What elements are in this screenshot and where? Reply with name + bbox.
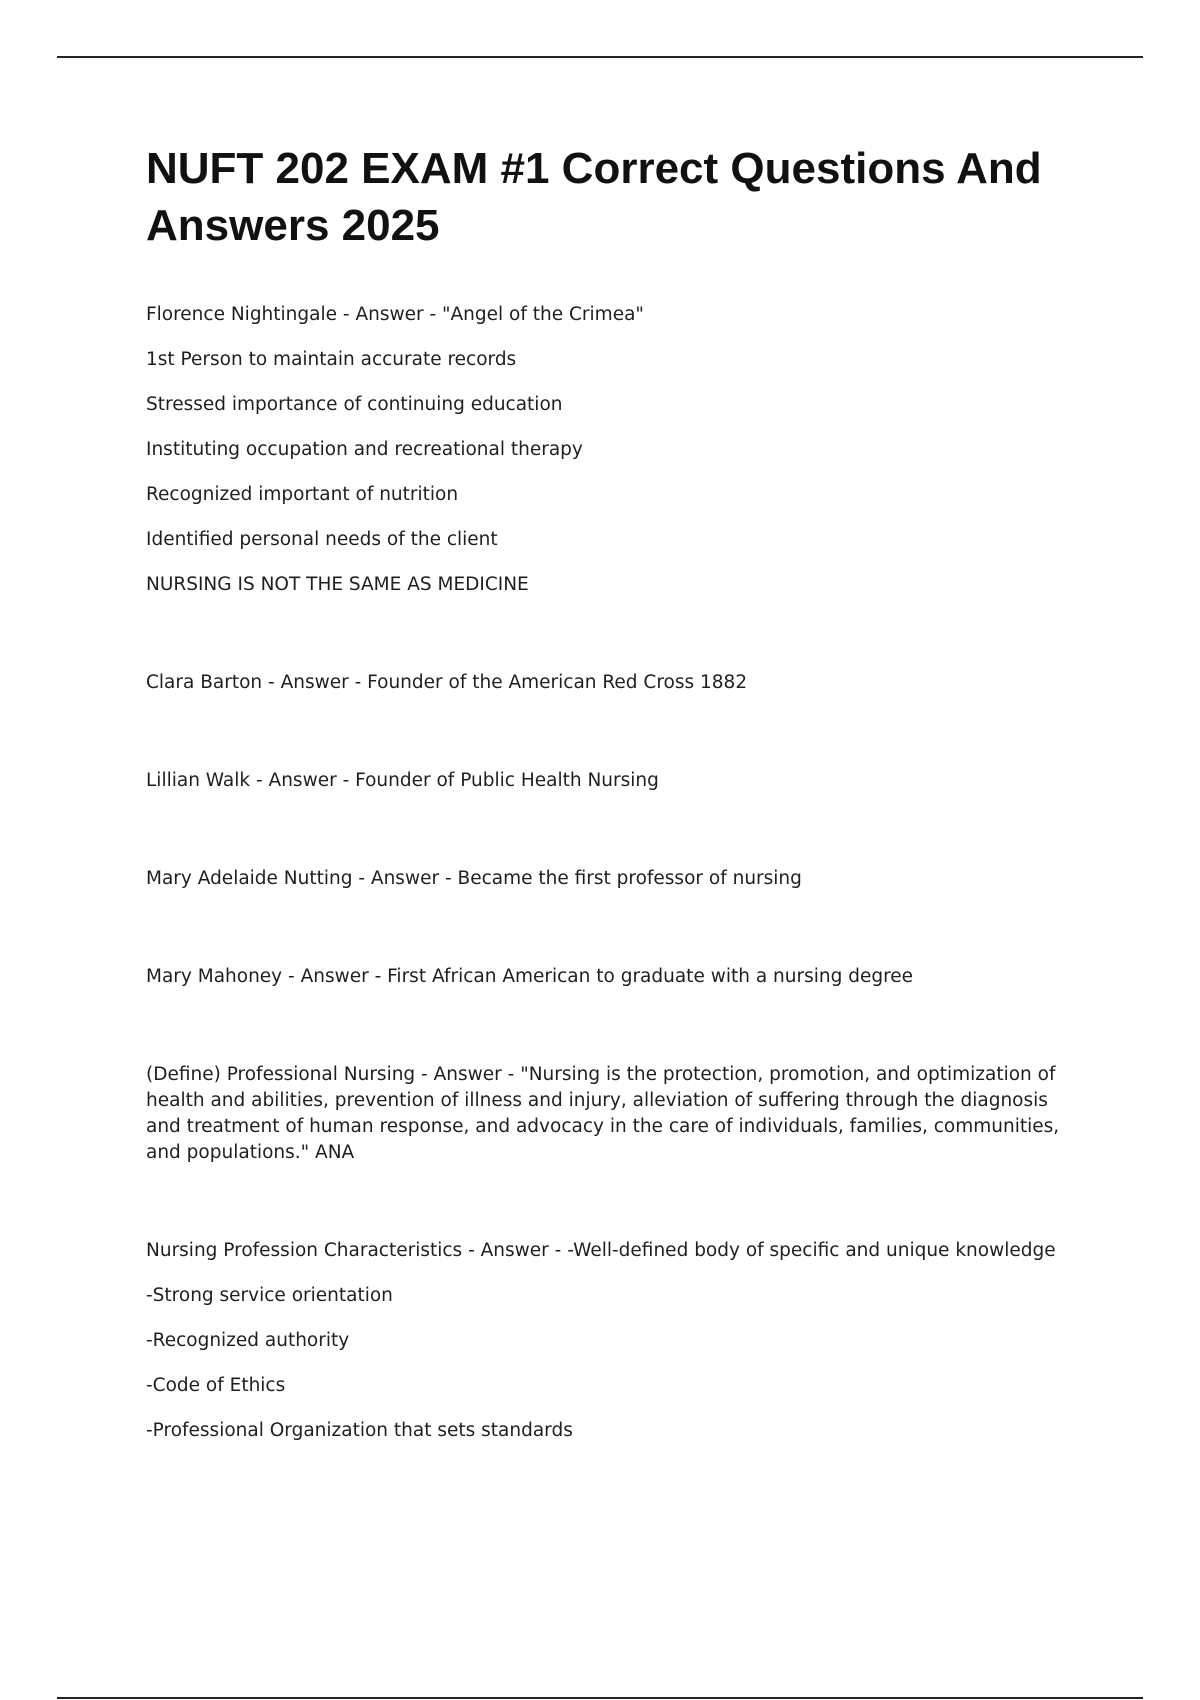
- section-professional-nursing: [146, 1062, 1076, 1166]
- bottom-rule: [57, 1697, 1143, 1699]
- qa-line: -Recognized authority: [146, 1330, 350, 1351]
- qa-line: -Professional Organization that sets standards: [146, 1420, 573, 1441]
- section-lillian-walk: [146, 768, 1076, 794]
- qa-line: Clara Barton - Answer - Founder of the American Red Cross 1882: [146, 672, 748, 693]
- section-florence-nightingale: [146, 302, 1076, 598]
- qa-line: Recognized important of nutrition: [146, 484, 459, 505]
- top-rule: [57, 56, 1143, 58]
- document-title: NUFT 202 EXAM #1 Correct Questions And Answers 2025: [146, 144, 1042, 250]
- qa-line: Mary Adelaide Nutting - Answer - Became the first professor of nursing: [146, 868, 802, 889]
- qa-line: Stressed importance of continuing education: [146, 394, 563, 415]
- qa-paragraph: (Define) Professional Nursing - Answer - "Nursing is the protection, promotion, and optimization of health and abilities, prevention of illness and injury, alleviation of suffering through the diagnosis and treatment of human response, and advocacy in the care of individuals, families, communities, and populations." ANA: [146, 1064, 1060, 1163]
- qa-line: Instituting occupation and recreational therapy: [146, 439, 583, 460]
- qa-line: Mary Mahoney - Answer - First African American to graduate with a nursing degree: [146, 966, 914, 987]
- section-mary-adelaide-nutting: [146, 866, 1076, 892]
- qa-line: Florence Nightingale - Answer - "Angel of the Crimea": [146, 304, 644, 325]
- document-body: [146, 140, 1076, 1463]
- qa-line: -Code of Ethics: [146, 1375, 286, 1396]
- qa-line: -Strong service orientation: [146, 1285, 393, 1306]
- section-mary-mahoney: [146, 964, 1076, 990]
- qa-line: NURSING IS NOT THE SAME AS MEDICINE: [146, 574, 529, 595]
- qa-line: 1st Person to maintain accurate records: [146, 349, 517, 370]
- qa-line: Identified personal needs of the client: [146, 529, 498, 550]
- qa-line: Lillian Walk - Answer - Founder of Public Health Nursing: [146, 770, 659, 791]
- qa-line: Nursing Profession Characteristics - Answer - -Well-defined body of specific and unique knowledge: [146, 1240, 1056, 1261]
- section-profession-characteristics: [146, 1238, 1076, 1444]
- section-clara-barton: [146, 670, 1076, 696]
